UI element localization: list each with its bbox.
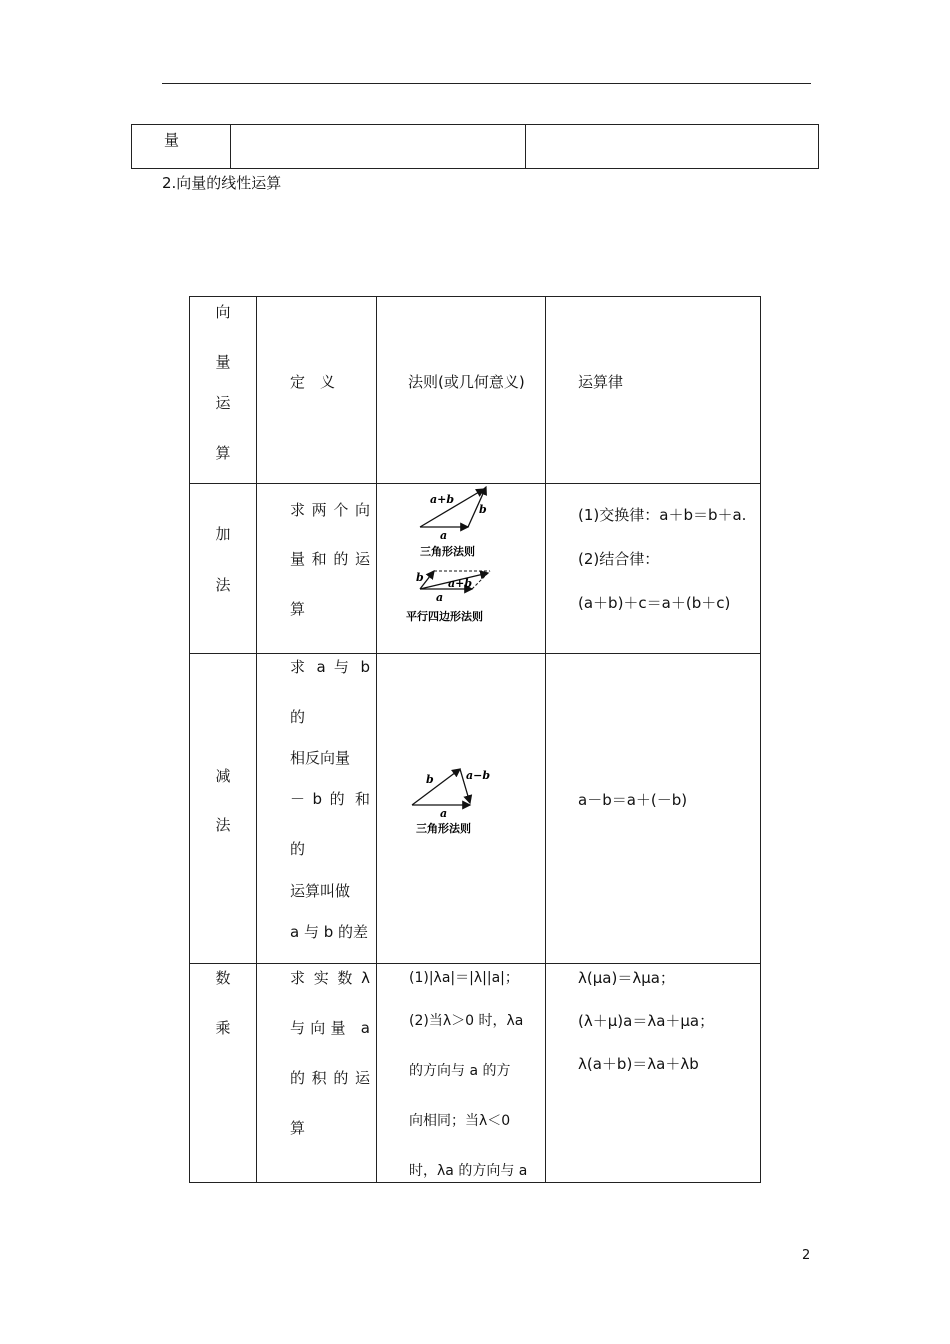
subtraction-definition-line: 相反向量 — [290, 749, 351, 767]
label-a: a — [440, 529, 448, 542]
column-divider — [256, 297, 257, 1182]
scalar-name-char: 乘 — [215, 1019, 231, 1037]
header-laws: 运算律 — [578, 373, 624, 391]
scalar-definition-line: 算 — [290, 1119, 306, 1137]
subtraction-name-char: 法 — [215, 816, 231, 834]
top-table-fragment — [131, 124, 819, 169]
subtraction-name-char: 减 — [215, 767, 231, 785]
scalar-rule-line: 时，λa 的方向与 a — [409, 1163, 528, 1179]
subtraction-definition-line: a 与 b 的差 — [290, 923, 369, 941]
scalar-rule-line: (2)当λ＞0 时，λa — [409, 1013, 524, 1029]
header-rule — [162, 83, 811, 84]
label-b: b — [479, 503, 487, 516]
subtraction-definition-line: 求 a 与 b — [290, 658, 370, 676]
top-table-cell-1 — [132, 125, 231, 168]
header-rule: 法则(或几何意义) — [408, 373, 525, 391]
header-col1-char: 算 — [215, 444, 231, 462]
subtraction-definition-line: 运算叫做 — [290, 882, 351, 900]
row-divider — [190, 963, 760, 964]
addition-definition-line: 求两个向 — [290, 501, 370, 519]
column-divider — [545, 297, 546, 1182]
subtraction-definition-line: 的 — [290, 708, 306, 726]
scalar-rule-line: 向相同；当λ＜0 — [409, 1113, 511, 1129]
header-definition: 定 义 — [290, 373, 336, 391]
subtraction-figure — [406, 761, 506, 837]
header-col1-char: 向 — [215, 303, 231, 321]
label-a: a — [440, 807, 448, 820]
scalar-law-line: (λ＋μ)a＝λa＋μa； — [578, 1012, 715, 1030]
addition-definition-line: 算 — [290, 600, 306, 618]
label-b: b — [416, 571, 424, 584]
scalar-definition-line: 与向量 a — [290, 1019, 370, 1037]
scalar-law-line: λ(μa)＝λμa； — [578, 969, 675, 987]
scalar-rule-line: 的方向与 a 的方 — [409, 1063, 511, 1079]
addition-law-line: (2)结合律： — [578, 550, 660, 568]
column-divider — [376, 297, 377, 1182]
row-divider — [190, 653, 760, 654]
scalar-definition-line: 的积的运 — [290, 1069, 370, 1087]
page-number: 2 — [802, 1248, 811, 1263]
addition-name-char: 法 — [215, 576, 231, 594]
label-a-plus-b: a+b — [448, 577, 473, 590]
top-table-cell-1-text: 量 — [164, 131, 180, 149]
subtraction-definition-line: 的 — [290, 840, 306, 858]
subtraction-definition-line: － b 的 和 — [290, 790, 370, 808]
label-a-plus-b: a+b — [430, 493, 455, 506]
scalar-definition-line: 求实数λ — [290, 969, 370, 987]
addition-law-line: (1)交换律：a＋b＝b＋a. — [578, 506, 747, 524]
addition-name-char: 加 — [215, 525, 231, 543]
scalar-rule-line: (1)|λa|＝|λ||a|； — [409, 970, 519, 986]
subtraction-law: a－b＝a＋(－b) — [578, 791, 688, 809]
top-table-cell-2 — [230, 125, 526, 168]
scalar-name-char: 数 — [215, 969, 231, 987]
triangle-rule-caption: 三角形法则 — [420, 545, 475, 558]
vector-b-arrow — [412, 769, 460, 805]
section-title: 2.向量的线性运算 — [162, 174, 282, 192]
addition-figures — [406, 483, 514, 631]
vector-operations-table — [189, 296, 761, 1183]
label-a-minus-b: a−b — [466, 769, 491, 782]
addition-law-line: (a＋b)＋c＝a＋(b＋c) — [578, 594, 731, 612]
label-a: a — [436, 591, 444, 604]
parallelogram-rule-caption: 平行四边形法则 — [406, 610, 483, 623]
header-col1-char: 量 — [215, 353, 231, 371]
label-b: b — [426, 773, 434, 786]
addition-definition-line: 量和的运 — [290, 550, 370, 568]
header-col1-char: 运 — [215, 394, 231, 412]
scalar-law-line: λ(a＋b)＝λa＋λb — [578, 1055, 699, 1073]
triangle-rule-caption: 三角形法则 — [416, 822, 471, 835]
